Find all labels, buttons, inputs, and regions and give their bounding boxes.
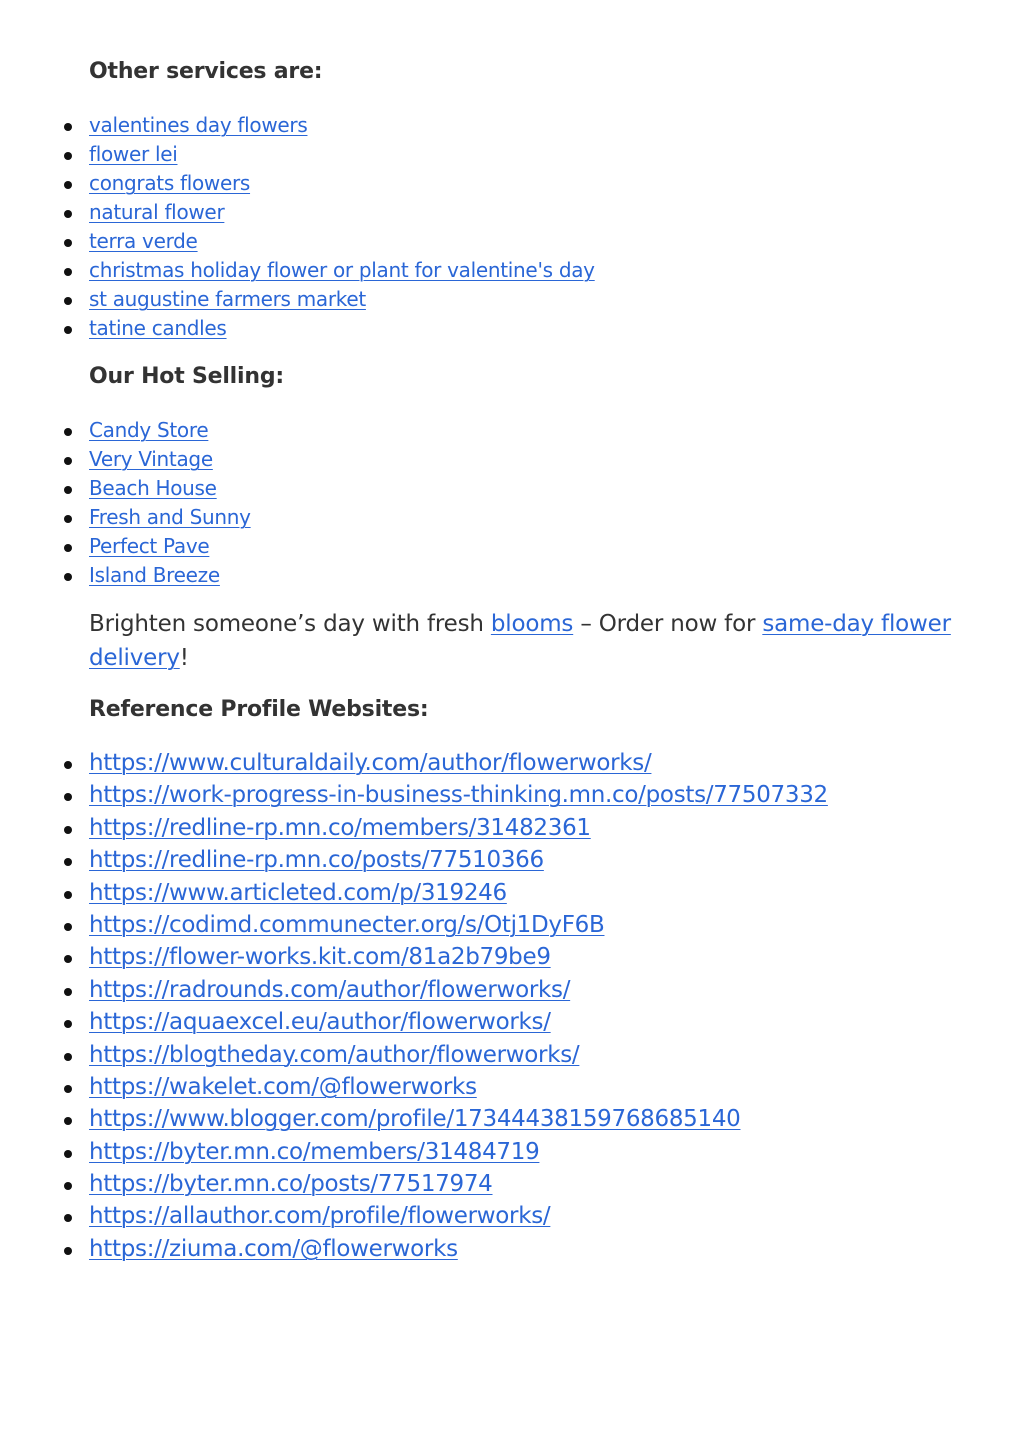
product-link[interactable]: Candy Store — [89, 418, 209, 442]
bullet-icon — [64, 210, 72, 218]
reference-link[interactable]: https://flower-works.kit.com/81a2b79be9 — [89, 944, 551, 971]
bullet-icon — [64, 239, 72, 247]
list-item — [0, 532, 251, 561]
reference-websites-list — [0, 747, 828, 1265]
list-item — [0, 1168, 828, 1200]
service-link[interactable]: christmas holiday flower or plant for valentine's day — [89, 258, 595, 282]
bullet-icon — [64, 268, 72, 276]
list-item — [0, 974, 828, 1006]
product-link[interactable]: Beach House — [89, 476, 217, 500]
bullet-icon — [64, 515, 72, 523]
list-item — [0, 503, 251, 532]
list-item — [0, 256, 595, 285]
bullet-icon — [64, 826, 72, 834]
service-link[interactable]: natural flower — [89, 200, 225, 224]
product-link[interactable]: Fresh and Sunny — [89, 505, 251, 529]
same-day-delivery-link[interactable]: same-day flower delivery — [89, 611, 951, 671]
list-item — [0, 561, 251, 590]
list-item — [0, 812, 828, 844]
list-item — [0, 1039, 828, 1071]
service-link[interactable]: st augustine farmers market — [89, 287, 366, 311]
hot-selling-list — [0, 416, 251, 590]
bullet-icon — [64, 457, 72, 465]
bullet-icon — [64, 1117, 72, 1125]
reference-link[interactable]: https://byter.mn.co/members/31484719 — [89, 1138, 540, 1165]
reference-link[interactable]: https://blogtheday.com/author/flowerworks/ — [89, 1041, 580, 1068]
reference-link[interactable]: https://www.blogger.com/profile/17344438159768685140 — [89, 1106, 741, 1133]
reference-link[interactable]: https://codimd.communecter.org/s/Otj1DyF6B — [89, 911, 605, 938]
bullet-icon — [64, 181, 72, 189]
list-item — [0, 445, 251, 474]
bullet-icon — [64, 1214, 72, 1222]
list-item — [0, 474, 251, 503]
list-item — [0, 941, 828, 973]
product-link[interactable]: Island Breeze — [89, 563, 220, 587]
service-link[interactable]: congrats flowers — [89, 171, 251, 195]
list-item — [0, 198, 595, 227]
product-link[interactable]: Very Vintage — [89, 447, 213, 471]
reference-link[interactable]: https://wakelet.com/@flowerworks — [89, 1073, 477, 1100]
reference-link[interactable]: https://byter.mn.co/posts/77517974 — [89, 1171, 493, 1198]
service-link[interactable]: flower lei — [89, 142, 178, 166]
hot-selling-heading: Our Hot Selling: — [89, 364, 284, 389]
bullet-icon — [64, 761, 72, 769]
bullet-icon — [64, 793, 72, 801]
bullet-icon — [64, 573, 72, 581]
bullet-icon — [64, 923, 72, 931]
bullet-icon — [64, 152, 72, 160]
reference-link[interactable]: https://radrounds.com/author/flowerworks/ — [89, 976, 571, 1003]
bullet-icon — [64, 123, 72, 131]
list-item — [0, 747, 828, 779]
list-item — [0, 1233, 828, 1265]
reference-link[interactable]: https://work-progress-in-business-thinking.mn.co/posts/77507332 — [89, 782, 828, 809]
list-item — [0, 1200, 828, 1232]
promo-paragraph — [89, 607, 959, 675]
bullet-icon — [64, 1053, 72, 1061]
list-item — [0, 140, 595, 169]
bullet-icon — [64, 891, 72, 899]
reference-link[interactable]: https://www.articleted.com/p/319246 — [89, 879, 507, 906]
bullet-icon — [64, 326, 72, 334]
service-link[interactable]: valentines day flowers — [89, 113, 308, 137]
list-item — [0, 314, 595, 343]
blooms-link[interactable]: blooms — [490, 611, 574, 637]
bullet-icon — [64, 955, 72, 963]
list-item — [0, 1136, 828, 1168]
service-link[interactable]: tatine candles — [89, 316, 227, 340]
bullet-icon — [64, 988, 72, 996]
bullet-icon — [64, 486, 72, 494]
list-item — [0, 844, 828, 876]
bullet-icon — [64, 1182, 72, 1190]
service-link[interactable]: terra verde — [89, 229, 198, 253]
list-item — [0, 169, 595, 198]
promo-text-before: Brighten someone’s day with fresh — [89, 611, 491, 637]
bullet-icon — [64, 858, 72, 866]
bullet-icon — [64, 297, 72, 305]
bullet-icon — [64, 428, 72, 436]
bullet-icon — [64, 544, 72, 552]
list-item — [0, 779, 828, 811]
reference-link[interactable]: https://redline-rp.mn.co/posts/77510366 — [89, 847, 544, 874]
promo-text-after: ! — [179, 645, 189, 671]
list-item — [0, 1006, 828, 1038]
bullet-icon — [64, 1085, 72, 1093]
bullet-icon — [64, 1020, 72, 1028]
bullet-icon — [64, 1247, 72, 1255]
promo-text-middle: – Order now for — [573, 611, 763, 637]
list-item — [0, 877, 828, 909]
list-item — [0, 111, 595, 140]
reference-websites-heading: Reference Profile Websites: — [89, 697, 429, 722]
list-item — [0, 909, 828, 941]
reference-link[interactable]: https://www.culturaldaily.com/author/flowerworks/ — [89, 750, 652, 776]
list-item — [0, 1071, 828, 1103]
list-item — [0, 416, 251, 445]
list-item — [0, 1103, 828, 1135]
reference-link[interactable]: https://redline-rp.mn.co/members/31482361 — [89, 814, 591, 841]
product-link[interactable]: Perfect Pave — [89, 534, 210, 558]
reference-link[interactable]: https://allauthor.com/profile/flowerworks/ — [89, 1203, 551, 1230]
list-item — [0, 285, 595, 314]
other-services-heading: Other services are: — [89, 59, 323, 84]
reference-link[interactable]: https://aquaexcel.eu/author/flowerworks/ — [89, 1009, 551, 1036]
reference-link[interactable]: https://ziuma.com/@flowerworks — [89, 1235, 458, 1262]
other-services-list — [0, 111, 595, 343]
list-item — [0, 227, 595, 256]
bullet-icon — [64, 1150, 72, 1158]
